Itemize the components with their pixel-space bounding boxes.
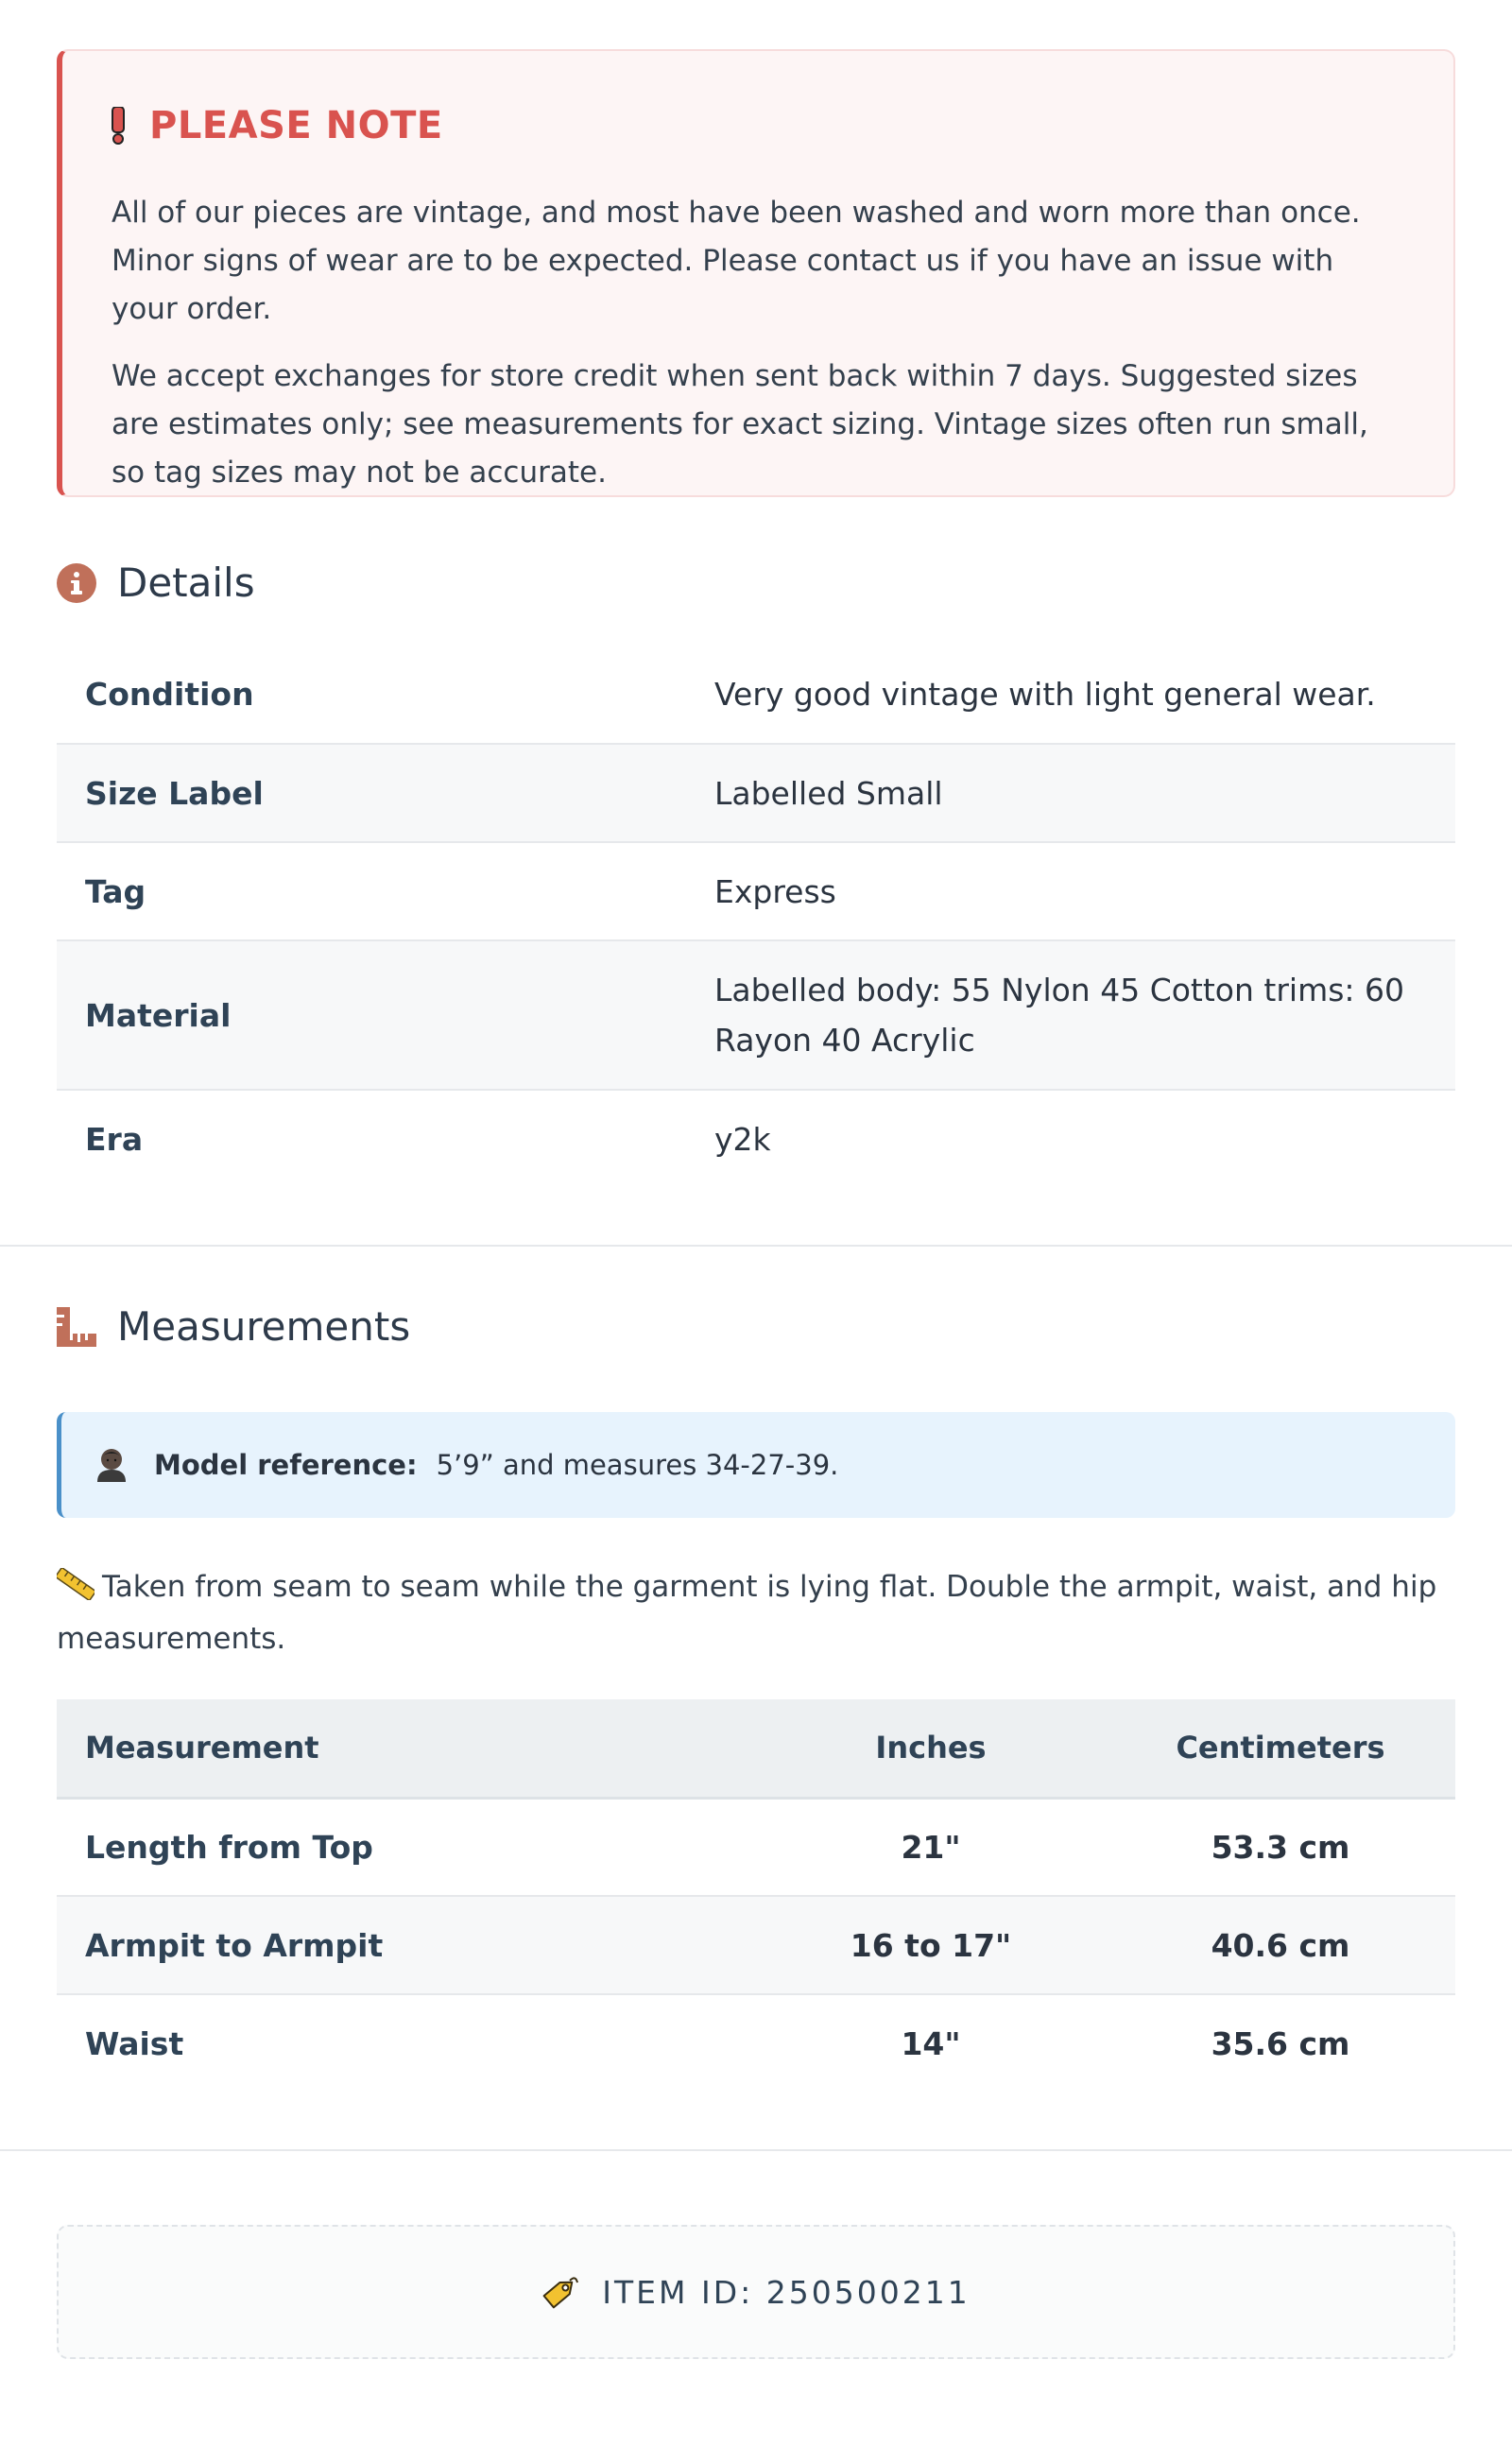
item-id-text: ITEM ID: 250500211 — [602, 2273, 971, 2311]
model-reference-text: 5’9” and measures 34-27-39. — [436, 1449, 839, 1481]
measurements-header-row — [57, 1699, 1455, 1798]
notice-title — [112, 104, 1404, 147]
model-reference — [57, 1412, 1455, 1518]
notice-title-text: PLEASE NOTE — [149, 104, 443, 147]
measurement-row — [57, 1798, 1455, 1896]
details-value: y2k — [714, 1121, 771, 1158]
column-header-inches: Inches — [756, 1699, 1106, 1798]
details-row — [57, 842, 1455, 940]
details-row — [57, 744, 1455, 842]
column-header-centimeters: Centimeters — [1106, 1699, 1455, 1798]
details-value: Labelled Small — [686, 744, 1455, 842]
notice-box — [57, 49, 1455, 497]
measurement-name: Waist — [85, 2025, 184, 2062]
measurement-cm: 35.6 cm — [1211, 2025, 1350, 2062]
details-row — [57, 940, 1455, 1090]
measurement-instructions-text: Taken from seam to seam while the garment is lying flat. Double the armpit, waist, and hip measurements. — [57, 1570, 1437, 1656]
measurement-name: Length from Top — [57, 1798, 756, 1896]
details-table — [57, 646, 1455, 1188]
measurements-heading-text: Measurements — [117, 1303, 411, 1350]
details-value: Labelled body: 55 Nylon 45 Cotton trims: 60 Rayon 40 Acrylic — [686, 940, 1455, 1090]
measurement-inches: 14" — [901, 2025, 961, 2062]
measurement-cm: 40.6 cm — [1106, 1896, 1455, 1994]
section-divider — [0, 2149, 1512, 2151]
item-id-box — [57, 2225, 1455, 2359]
notice-paragraph-2: We accept exchanges for store credit when sent back within 7 days. Suggested sizes are estimates only; see measurements for exact sizing. Vintage sizes often run small, so tag sizes may not be accurate. — [112, 359, 1368, 490]
exclamation-icon — [112, 107, 125, 145]
details-label: Size Label — [57, 744, 686, 842]
details-row — [57, 1090, 1455, 1188]
measurement-row — [57, 1896, 1455, 1994]
details-value: Very good vintage with light general wear. — [686, 646, 1455, 744]
person-icon — [95, 1447, 128, 1483]
measurement-name: Armpit to Armpit — [57, 1896, 756, 1994]
details-heading — [57, 560, 1455, 606]
notice-paragraph-1: All of our pieces are vintage, and most have been washed and worn more than once. Minor signs of wear are to be expected. Please contact us if you have an issue with your order. — [112, 196, 1361, 326]
measurement-instructions — [57, 1563, 1455, 1663]
ruler-icon — [57, 1307, 96, 1347]
measurement-inches: 16 to 17" — [756, 1896, 1106, 1994]
info-circle-icon — [57, 563, 96, 603]
measurement-row — [57, 1994, 1455, 2093]
details-label: Tag — [57, 842, 686, 940]
measurements-heading — [57, 1303, 1455, 1350]
details-label: Condition — [57, 646, 686, 744]
measurements-table — [57, 1699, 1455, 2093]
price-tag-icon — [541, 2273, 579, 2311]
measurement-cm: 53.3 cm — [1106, 1798, 1455, 1896]
details-value: Express — [686, 842, 1455, 940]
measurement-inches: 21" — [756, 1798, 1106, 1896]
model-reference-label: Model reference: — [154, 1449, 418, 1481]
column-header-measurement: Measurement — [57, 1699, 756, 1798]
details-label: Era — [85, 1121, 144, 1158]
details-row — [57, 646, 1455, 744]
ruler-pencil-icon — [57, 1567, 94, 1615]
details-heading-text: Details — [117, 560, 255, 606]
details-label: Material — [57, 940, 686, 1090]
